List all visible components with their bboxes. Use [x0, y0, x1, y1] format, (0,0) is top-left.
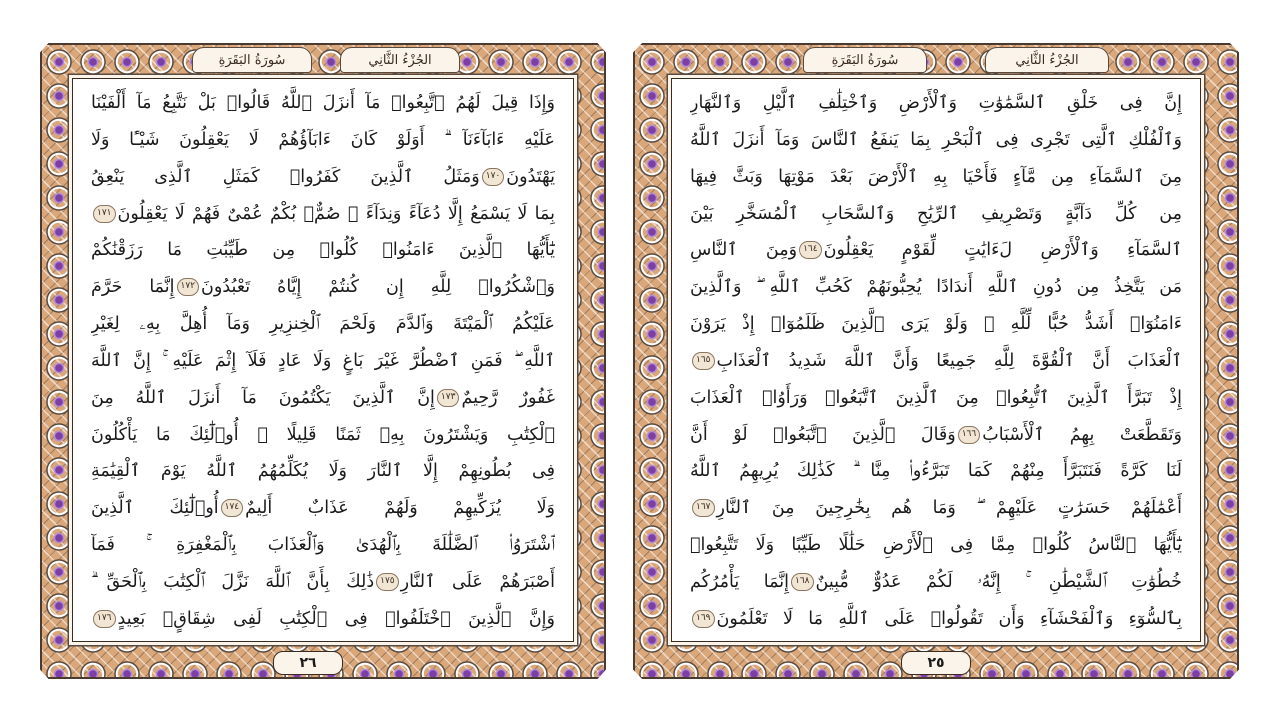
verse-text: وَلَا يُزَكِّيهِمْ وَلَهُمْ عَذَابٌ أَلِيمٌ [245, 498, 555, 519]
verse-text: وَإِنَّ ٱلَّذِينَ ٱخْتَلَفُوا۟ فِى ٱلْكِتَٰبِ لَفِى شِقَاقٍۭ بَعِيدٍ [117, 608, 555, 629]
verse-text: وَقَالَ ٱلَّذِينَ ٱتَّبَعُوا۟ لَوْ أَنَّ [690, 424, 956, 445]
page-number: ٢٥ [901, 651, 971, 675]
text-line [91, 564, 555, 600]
verse-text: بِٱلسُّوٓءِ وَٱلْفَحْشَآءِ وَأَن تَقُولُوا۟ عَلَى ٱللَّهِ مَا لَا تَعْلَمُونَ [716, 608, 1182, 629]
text-line [690, 306, 1182, 342]
text-line [91, 527, 555, 563]
verse-text: غَفُورٌ رَّحِيمٌ [461, 387, 555, 408]
verse-text: إِذْ تَبَرَّأَ ٱلَّذِينَ ٱتُّبِعُوا۟ مِنَ ٱلَّذِينَ ٱتَّبَعُوا۟ وَرَأَوُا۟ ٱلْعَذَابَ [690, 387, 1182, 408]
text-line [91, 122, 555, 158]
verse-text: يَهْتَدُونَ [506, 166, 555, 187]
verse-text: عَلَيْهِ ءَابَآءَنَآ ۗ أَوَلَوْ كَانَ ءَابَآؤُهُمْ لَا يَعْقِلُونَ شَيْـًٔا وَلَا [91, 129, 555, 150]
verse-text: أُو۟لَٰٓئِكَ ٱلَّذِينَ [91, 498, 219, 519]
text-line [91, 343, 555, 379]
verse-text: ءَامَنُوٓا۟ أَشَدُّ حُبًّا لِّلَّهِ ۗ وَلَوْ يَرَى ٱلَّذِينَ ظَلَمُوٓا۟ إِذْ يَرَوْنَ [690, 314, 1182, 335]
text-line [91, 601, 555, 637]
text-line [690, 159, 1182, 195]
verse-text: وَٱلْفُلْكِ ٱلَّتِى تَجْرِى فِى ٱلْبَحْرِ بِمَا يَنفَعُ ٱلنَّاسَ وَمَآ أَنزَلَ ٱللَّهُ [690, 129, 1182, 150]
ayah-number-marker: ١٦٩ [692, 610, 715, 628]
verse-text: يَٰٓأَيُّهَا ٱلَّذِينَ ءَامَنُوا۟ كُلُوا۟ مِن طَيِّبَٰتِ مَا رَزَقْنَٰكُمْ [91, 240, 555, 261]
text-line [91, 380, 555, 416]
verse-text: ذَٰلِكَ بِأَنَّ ٱللَّهَ نَزَّلَ ٱلْكِتَٰبَ بِٱلْحَقِّ ۗ [91, 571, 375, 592]
text-line [690, 122, 1182, 158]
ayah-number-marker: ١٦٦ [958, 426, 981, 444]
text-line [690, 343, 1182, 379]
verse-text: يَٰٓأَيُّهَا ٱلنَّاسُ كُلُوا۟ مِمَّا فِى ٱلْأَرْضِ حَلَٰلًا طَيِّبًا وَلَا تَتَّبِعُوا۟ [690, 535, 1182, 556]
verse-text: لَنَا كَرَّةً فَنَتَبَرَّأَ مِنْهُمْ كَمَا تَبَرَّءُوا۟ مِنَّا ۗ كَذَٰلِكَ يُرِيهِمُ ٱللَّهُ [690, 461, 1182, 482]
ayah-number-marker: ١٦٨ [791, 573, 814, 591]
text-line [91, 417, 555, 453]
verse-text: مِنَ ٱلسَّمَآءِ مِن مَّآءٍ فَأَحْيَا بِهِ ٱلْأَرْضَ بَعْدَ مَوْتِهَا وَبَثَّ فِيهَا [690, 166, 1182, 187]
verse-text: مِن كُلِّ دَآبَّةٍ وَتَصْرِيفِ ٱلرِّيَٰحِ وَٱلسَّحَابِ ٱلْمُسَخَّرِ بَيْنَ [690, 203, 1182, 224]
text-line [690, 490, 1182, 526]
verse-text: إِنَّ فِى خَلْقِ ٱلسَّمَٰوَٰتِ وَٱلْأَرْضِ وَٱخْتِلَٰفِ ٱلَّيْلِ وَٱلنَّهَارِ [690, 93, 1182, 113]
page-number: ٢٦ [273, 651, 343, 675]
ayah-number-marker: ١٦٥ [692, 352, 715, 370]
ayah-number-marker: ١٧٠ [482, 168, 505, 186]
text-line [91, 196, 555, 232]
verse-text: عَلَيْكُمُ ٱلْمَيْتَةَ وَٱلدَّمَ وَلَحْمَ ٱلْخِنزِيرِ وَمَآ أُهِلَّ بِهِۦ لِغَيْرِ [91, 314, 555, 335]
text-line [690, 269, 1182, 305]
ayah-number-marker: ١٧٣ [437, 389, 460, 407]
surah-label: سُورَةُ البَقَرَةِ [192, 47, 312, 73]
text-line [690, 564, 1182, 600]
ayah-number-marker: ١٧٢ [177, 278, 200, 296]
text-line [91, 490, 555, 526]
ayah-number-marker: ١٧٦ [93, 610, 116, 628]
verse-text: وَتَقَطَّعَتْ بِهِمُ ٱلْأَسْبَابُ [982, 424, 1182, 445]
verse-text: أَصْبَرَهُمْ عَلَى ٱلنَّارِ [400, 571, 555, 592]
text-line [91, 85, 555, 121]
text-line [91, 306, 555, 342]
mushaf-page-left[interactable] [40, 43, 606, 679]
verse-text: ٱشْتَرَوُا۟ ٱلضَّلَٰلَةَ بِٱلْهُدَىٰ وَٱلْعَذَابَ بِٱلْمَغْفِرَةِ ۚ فَمَآ [91, 535, 555, 556]
verse-text: أَعْمَٰلَهُمْ حَسَرَٰتٍ عَلَيْهِمْ ۖ وَمَا هُم بِخَٰرِجِينَ مِنَ ٱلنَّارِ [716, 498, 1182, 519]
verse-text: بِمَا لَا يَسْمَعُ إِلَّا دُعَآءً وَنِدَآءً ۚ صُمٌّۢ بُكْمٌ عُمْىٌ فَهُمْ لَا يَعْقِلُونَ [117, 203, 555, 224]
text-line [690, 527, 1182, 563]
verse-text: وَٱشْكُرُوا۟ لِلَّهِ إِن كُنتُمْ إِيَّاهُ تَعْبُدُونَ [201, 277, 555, 298]
text-line [91, 453, 555, 489]
verse-text: فِى بُطُونِهِمْ إِلَّا ٱلنَّارَ وَلَا يُكَلِّمُهُمُ ٱللَّهُ يَوْمَ ٱلْقِيَٰمَةِ [91, 461, 555, 482]
juz-label: الجُزْءُ الثَّانِي [985, 47, 1109, 73]
surah-label: سُورَةُ البَقَرَةِ [803, 47, 927, 73]
verse-text: خُطُوَٰتِ ٱلشَّيْطَٰنِ ۚ إِنَّهُۥ لَكُمْ عَدُوٌّ مُّبِينٌ [815, 571, 1182, 592]
text-line [690, 196, 1182, 232]
ayah-number-marker: ١٧١ [93, 205, 116, 223]
verse-text: ٱلْعَذَابَ أَنَّ ٱلْقُوَّةَ لِلَّهِ جَمِيعًا وَأَنَّ ٱللَّهَ شَدِيدُ ٱلْعَذَابِ [716, 350, 1182, 371]
text-line [690, 601, 1182, 637]
text-line [690, 417, 1182, 453]
text-line [91, 269, 555, 305]
verse-text: ٱللَّهِ ۖ فَمَنِ ٱضْطُرَّ غَيْرَ بَاغٍ وَلَا عَادٍ فَلَآ إِثْمَ عَلَيْهِ ۚ إِنَّ ٱللَّهَ [91, 350, 555, 371]
ayah-number-marker: ١٧٥ [376, 573, 399, 591]
verse-text: وَإِذَا قِيلَ لَهُمُ ٱتَّبِعُوا۟ مَآ أَنزَلَ ٱللَّهُ قَالُوا۟ بَلْ نَتَّبِعُ مَآ أَلْفَيْنَا [91, 93, 555, 113]
verse-text: مَن يَتَّخِذُ مِن دُونِ ٱللَّهِ أَندَادًا يُحِبُّونَهُمْ كَحُبِّ ٱللَّهِ ۖ وَٱلَّذِينَ [690, 277, 1182, 298]
verse-text: ٱلسَّمَآءِ وَٱلْأَرْضِ لَءَايَٰتٍ لِّقَوْمٍ يَعْقِلُونَ [823, 240, 1182, 261]
text-line [690, 232, 1182, 268]
text-line [690, 453, 1182, 489]
verse-text: إِنَّ ٱلَّذِينَ يَكْتُمُونَ مَآ أَنزَلَ ٱللَّهُ مِنَ [91, 387, 435, 408]
text-line [91, 159, 555, 195]
juz-label: الجُزْءُ الثَّانِي [340, 47, 460, 73]
verse-text: وَمِنَ ٱلنَّاسِ [690, 240, 798, 261]
quran-text-panel [671, 78, 1201, 642]
verse-text: إِنَّمَا حَرَّمَ [91, 277, 175, 298]
mushaf-page-right[interactable] [633, 43, 1239, 679]
verse-text: وَمَثَلُ ٱلَّذِينَ كَفَرُوا۟ كَمَثَلِ ٱلَّذِى يَنْعِقُ [91, 166, 480, 187]
text-line [690, 380, 1182, 416]
quran-text-panel [72, 78, 574, 642]
ayah-number-marker: ١٦٧ [692, 499, 715, 517]
text-line [91, 232, 555, 268]
text-line [690, 85, 1182, 121]
verse-text: إِنَّمَا يَأْمُرُكُم [690, 571, 789, 592]
verse-text: ٱلْكِتَٰبِ وَيَشْتَرُونَ بِهِۦ ثَمَنًا قَلِيلًا ۙ أُو۟لَٰٓئِكَ مَا يَأْكُلُونَ [91, 424, 555, 445]
ayah-number-marker: ١٧٤ [221, 499, 244, 517]
ayah-number-marker: ١٦٤ [799, 241, 822, 259]
